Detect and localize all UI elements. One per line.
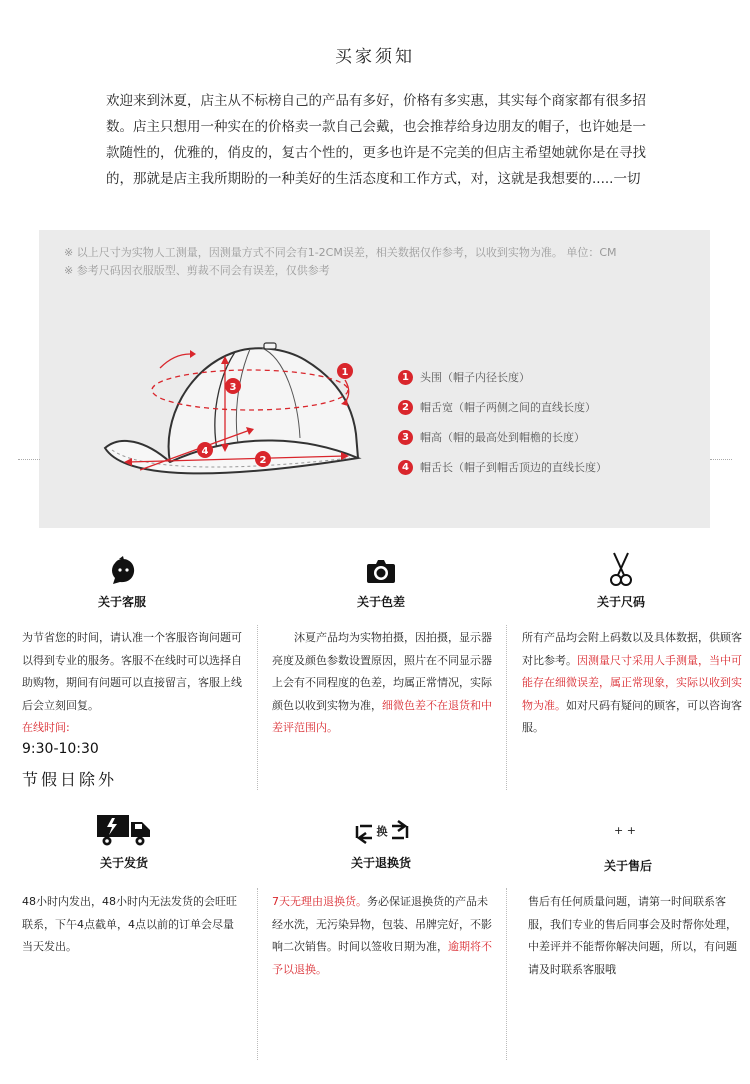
legend-text: 帽舌长（帽子到帽舌顶边的直线长度） — [420, 461, 607, 474]
legend-item-4 — [398, 459, 607, 475]
divider-right — [710, 459, 732, 460]
returns-text: 务必保证退换货的产品未经水洗，无污染异物，包装、吊牌完好，不影响二次销售。时间以签收日期为准， — [272, 895, 492, 953]
service-body — [22, 627, 244, 740]
legend-item-2 — [398, 399, 596, 415]
aftersale-title: 关于售后 — [603, 859, 652, 873]
service-text: 为节省您的时间，请认准一个客服咨询问题可以得到专业的服务。客服不在线时可以选择自助购物，期间有问题可以直接留言，客服上线后会立刻回复。 — [22, 631, 242, 712]
legend-text: 帽舌宽（帽子两侧之间的直线长度） — [420, 401, 596, 414]
color-body — [272, 627, 492, 740]
size-note-1: ※ 以上尺寸为实物人工测量，因测量方式不同会有1-2CM误差，相关数据仅作参考，以收到实物为准。 单位：CM — [64, 246, 617, 259]
legend-number: 1 — [398, 370, 413, 385]
returns-body — [272, 891, 492, 981]
divider-vertical — [506, 625, 507, 790]
divider-left — [18, 459, 40, 460]
shipping-body: 48小时内发出，48小时内无法发货的会旺旺联系，下午4点截单，4点以前的订单会尽量当天发出。 — [22, 895, 237, 953]
returns-text-red-1: 7天无理由退换货。 — [272, 895, 367, 908]
returns-text-red-2: 逾期将不予以退换。 — [272, 940, 492, 976]
legend-item-3 — [398, 429, 585, 445]
color-text-red: 细微色差不在退货和中差评范围内。 — [272, 698, 492, 734]
size-title: 关于尺码 — [596, 595, 645, 609]
size-note-2: ※ 参考尺码因衣服版型、剪裁不同会有误差，仅供参考 — [64, 264, 330, 277]
camera-icon — [366, 558, 396, 584]
plus-icon: + + — [614, 824, 636, 837]
shipping-title: 关于发货 — [99, 856, 148, 870]
legend-number: 2 — [398, 400, 413, 415]
service-holiday: 节假日除外 — [22, 770, 118, 789]
divider-vertical — [257, 625, 258, 790]
size-body — [522, 627, 744, 740]
service-time: 9:30-10:30 — [22, 741, 99, 757]
scissors-icon — [609, 551, 633, 587]
delivery-truck-icon — [96, 813, 152, 847]
exchange-icon — [352, 818, 412, 846]
aftersale-body: 售后有任何质量问题，请第一时间联系客服，我们专业的售后同事会及时帮你处理，中差评并不能帮你解决问题，所以，有问题请及时联系客服哦 — [528, 895, 737, 976]
exchange-icon-label: 换 — [372, 823, 392, 841]
divider-vertical — [506, 888, 507, 1060]
legend-number: 4 — [398, 460, 413, 475]
legend-text: 帽高（帽的最高处到帽檐的长度） — [420, 431, 585, 444]
size-text-1: 所有产品均会附上码数以及具体数据，供顾客对比参考。 — [522, 631, 742, 667]
intro-text: 欢迎来到沐夏，店主从不标榜自己的产品有多好，价格有多实惠，其实每个商家都有很多招数。店主只想用一种实在的价格卖一款自己会戴，也会推荐给身边朋友的帽子，也许她是一款随性的，优雅的，俏皮的，复古个性的，更多也许是不完美的但店主希望她就你是在寻找的，那就是店主我所期盼的一种美好的生活态度和工作方式，对，这就是我想要的.....一切 — [106, 93, 646, 187]
size-text-2: 如对尺码有疑问的顾客，可以咨询客服。 — [522, 698, 742, 734]
divider-vertical — [257, 888, 258, 1060]
cap-diagram — [100, 330, 400, 490]
size-text-red: 因测量尺寸采用人手测量，当中可能存在细微误差，属正常现象，实际以收到实物为准。 — [522, 653, 742, 712]
returns-title: 关于退换货 — [350, 856, 411, 870]
chat-face-icon — [108, 556, 138, 586]
service-time-label: 在线时间: — [22, 721, 70, 734]
service-title: 关于客服 — [97, 595, 146, 609]
svg-text:3: 3 — [229, 382, 237, 393]
color-title: 关于色差 — [356, 595, 405, 609]
legend-item-1 — [398, 369, 530, 385]
color-text: 沐夏产品均为实物拍摄，因拍摄，显示器亮度及颜色参数设置原因，照片在不同显示器上会有不同程度的色差，均属正常情况，实际颜色以收到实物为准， — [272, 631, 492, 712]
svg-text:4: 4 — [201, 446, 209, 457]
page-title: 买家须知 — [335, 47, 415, 67]
legend-number: 3 — [398, 430, 413, 445]
legend-text: 头围（帽子内径长度） — [420, 371, 530, 384]
svg-text:2: 2 — [259, 455, 267, 466]
svg-text:1: 1 — [341, 367, 349, 378]
